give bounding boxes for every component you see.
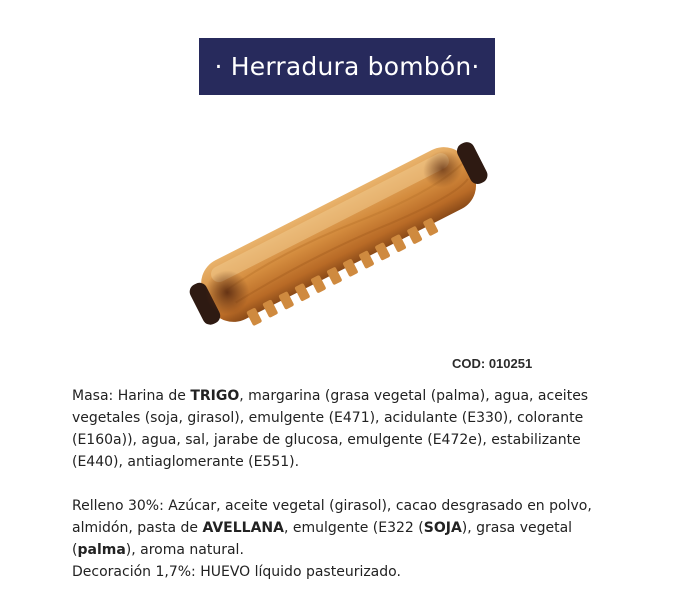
masa-text-2: , margarina (grasa vegetal (palma), agua, aceites vegetales (soja, girasol), emulgente (E471), acidulante (E330), colorante (E160a)), agua, sal, jarabe de glucosa, emulgente (E472e), estabilizante (E440), antiaglomerante (E551).	[72, 388, 589, 470]
pastry-photo-icon	[160, 125, 510, 340]
paragraph-gap	[72, 473, 632, 495]
masa-text-1: Masa: Harina de	[72, 388, 191, 404]
product-image	[160, 125, 510, 340]
relleno-paragraph	[72, 495, 632, 561]
product-title: · Herradura bombón·	[214, 52, 480, 81]
decoracion-paragraph: Decoración 1,7%: HUEVO líquido pasteurizado.	[72, 564, 401, 580]
allergen-trigo: TRIGO	[190, 388, 240, 404]
allergen-palma: palma	[77, 542, 126, 558]
relleno-text-4: ), aroma natural.	[125, 542, 244, 558]
masa-paragraph	[72, 385, 632, 473]
relleno-text-1: Relleno 30%: Azúcar, aceite vegetal (girasol), cacao desgrasado en polvo, almidón, pasta de	[72, 498, 592, 536]
relleno-text-3: ), grasa vegetal (	[72, 520, 573, 558]
ingredients-text	[72, 385, 632, 583]
allergen-soja: SOJA	[423, 520, 462, 536]
relleno-text-2: , emulgente (E322 (	[283, 520, 424, 536]
product-title-banner	[199, 38, 495, 95]
allergen-avellana: AVELLANA	[202, 520, 284, 536]
product-code: COD: 010251	[452, 356, 533, 371]
